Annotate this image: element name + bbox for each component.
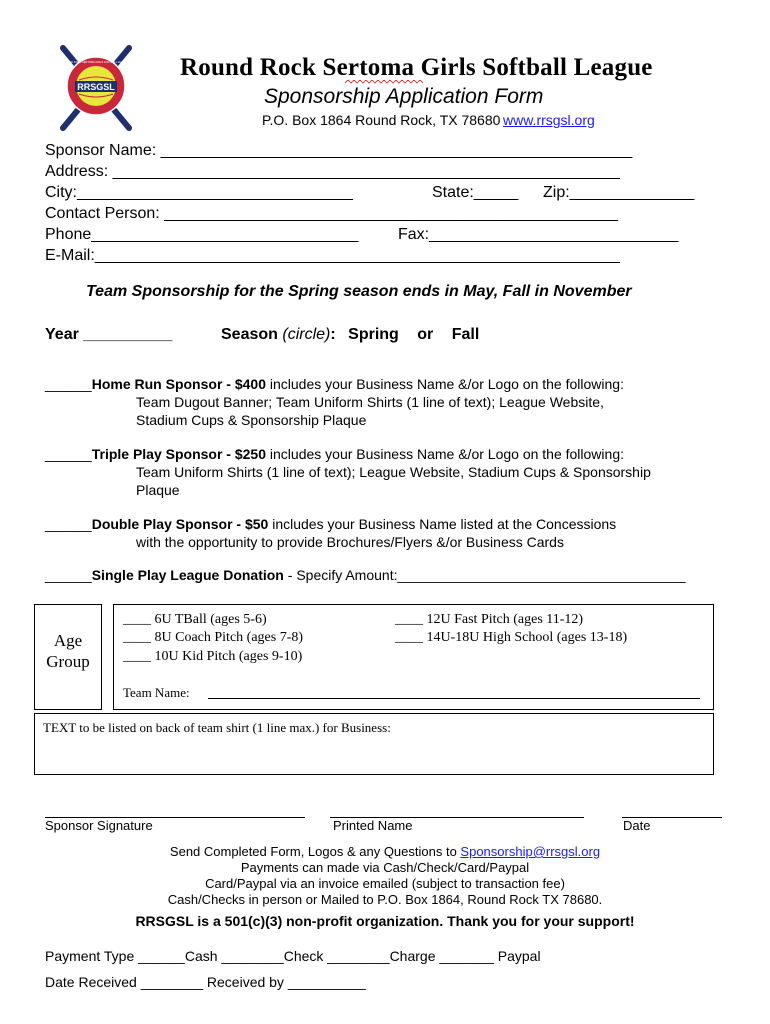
triple-line2: Team Uniform Shirts (1 line of text); League Website, Stadium Cups & Sponsorship <box>136 464 651 480</box>
double-play-level[interactable] <box>45 516 616 532</box>
season-hint: (circle) <box>282 326 331 343</box>
double-desc: includes your Business Name listed at the Concessions <box>268 516 617 532</box>
or-text: or <box>417 326 434 343</box>
age-group-label <box>34 630 102 672</box>
home-run-name: Home Run Sponsor - $400 <box>91 376 266 392</box>
footer-invoice: Card/Paypal via an invoice emailed (subject to transaction fee) <box>205 876 565 891</box>
single-desc: - Specify Amount:_____________________________________ <box>283 567 686 583</box>
fall-option[interactable]: Fall <box>451 326 480 343</box>
double-name: Double Play Sponsor - $50 <box>91 516 269 532</box>
footer-mail: Cash/Checks in person or Mailed to P.O. Box 1864, Round Rock TX 78680. <box>167 892 603 907</box>
season-colon: : <box>330 326 336 343</box>
league-logo <box>55 44 137 134</box>
triple-line3: Plaque <box>136 482 180 498</box>
footer-send-line <box>0 844 770 859</box>
date-label: Date <box>623 818 651 833</box>
footer-payments: Payments can made via Cash/Check/Card/Paypal <box>240 860 530 875</box>
age-6u[interactable]: ____ 6U TBall (ages 5-6) <box>123 612 267 627</box>
triple-blank[interactable]: ______ <box>45 446 92 462</box>
form-subtitle: Sponsorship Application Form <box>264 85 544 108</box>
home-run-level[interactable] <box>45 376 624 392</box>
phone-field[interactable]: Phone______________________________ <box>45 226 359 243</box>
printed-name-label: Printed Name <box>333 818 413 833</box>
sponsor-signature-label: Sponsor Signature <box>45 818 153 833</box>
age-10u[interactable]: ____ 10U Kid Pitch (ages 9-10) <box>123 649 303 664</box>
year-field[interactable]: Year __________ <box>45 326 173 343</box>
single-play-level[interactable] <box>45 567 686 583</box>
triple-name: Triple Play Sponsor - $250 <box>91 446 267 462</box>
double-line2: with the opportunity to provide Brochures/Flyers &/or Business Cards <box>136 534 564 550</box>
zip-field[interactable]: Zip:______________ <box>543 184 695 201</box>
home-run-desc: includes your Business Name &/or Logo on the following: <box>265 376 624 392</box>
state-field[interactable]: State:_____ <box>432 184 519 201</box>
single-blank[interactable]: ______ <box>45 567 92 583</box>
website-link[interactable]: www.rrsgsl.org <box>503 112 595 128</box>
home-run-line2: Team Dugout Banner; Team Uniform Shirts (1 line of text); League Website, <box>136 394 604 410</box>
age-label-line1: Age <box>53 631 83 650</box>
logo-text: RRSGSL <box>77 82 115 92</box>
email-field[interactable]: E-Mail:___________________________________________________________ <box>45 247 620 264</box>
season-label: Season <box>221 326 278 343</box>
fax-field[interactable]: Fax:____________________________ <box>398 226 679 243</box>
contact-person-field[interactable]: Contact Person: ___________________________________________________ <box>45 205 618 222</box>
footer-send-text: Send Completed Form, Logos & any Questions to <box>169 844 461 859</box>
sponsor-name-field[interactable]: Sponsor Name: _____________________________________________________ <box>45 142 633 159</box>
age-12u[interactable]: ____ 12U Fast Pitch (ages 11-12) <box>395 612 584 627</box>
shirt-text-label: TEXT to be listed on back of team shirt (1 line max.) for Business: <box>43 720 391 735</box>
home-run-line3: Stadium Cups & Sponsorship Plaque <box>136 412 367 428</box>
date-received-row[interactable]: Date Received ________ Received by __________ <box>45 974 366 990</box>
nonprofit-statement: RRSGSL is a 501(c)(3) non-profit organization. Thank you for your support! <box>135 913 635 929</box>
age-label-line2: Group <box>46 652 90 671</box>
age-8u[interactable]: ____ 8U Coach Pitch (ages 7-8) <box>123 630 304 645</box>
triple-desc: includes your Business Name &/or Logo on the following: <box>266 446 624 462</box>
city-field[interactable]: City:_______________________________ <box>45 184 353 201</box>
address-field[interactable]: Address: _________________________________________________________ <box>45 163 620 180</box>
team-name-line[interactable] <box>208 698 700 699</box>
sponsorship-email-link[interactable]: Sponsorship@rrsgsl.org <box>460 844 601 859</box>
page-title: Round Rock Sertoma Girls Softball League <box>180 54 653 81</box>
double-blank[interactable]: ______ <box>45 516 92 532</box>
team-name-label: Team Name: <box>123 685 190 700</box>
triple-play-level[interactable] <box>45 446 624 462</box>
age-14u-18u[interactable]: ____ 14U-18U High School (ages 13-18) <box>395 630 628 645</box>
payment-type-row[interactable]: Payment Type ______Cash ________Check ________Charge _______ Paypal <box>45 948 541 964</box>
home-run-blank[interactable]: ______ <box>45 376 92 392</box>
season-tagline: Team Sponsorship for the Spring season ends in May, Fall in November <box>86 283 632 300</box>
league-address: P.O. Box 1864 Round Rock, TX 78680 <box>262 112 501 128</box>
single-name: Single Play League Donation <box>91 567 284 583</box>
spring-option[interactable]: Spring <box>348 326 399 343</box>
season-row <box>221 326 479 344</box>
logo-ring-text: ROUND ROCK SERTOMA GIRLS SOFTBALL LEAGUE <box>63 61 129 64</box>
